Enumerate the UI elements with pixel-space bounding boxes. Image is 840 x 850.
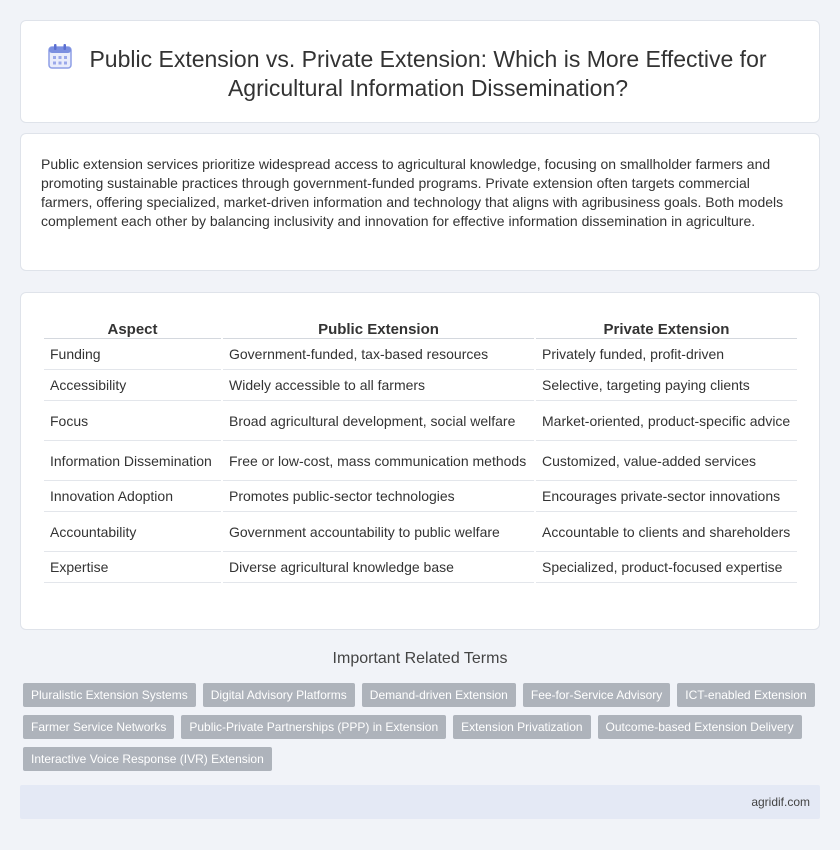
related-terms-list xyxy=(23,683,823,779)
footer-site-link[interactable]: agridif.com xyxy=(751,795,810,809)
page-title: Public Extension vs. Private Extension: Which is More Effective for Agricultural Information Dissemination? xyxy=(89,46,767,101)
table-cell: Free or low-cost, mass communication methods xyxy=(223,441,534,481)
header-public-extension: Public Extension xyxy=(223,317,534,339)
table-row xyxy=(44,512,797,552)
tag-row xyxy=(23,747,823,771)
table-header-row xyxy=(44,317,797,339)
table-row xyxy=(44,481,797,512)
table-row xyxy=(44,401,797,441)
related-term-tag[interactable]: ICT-enabled Extension xyxy=(677,683,814,707)
table-cell: Funding xyxy=(44,339,221,370)
table-row xyxy=(44,370,797,401)
table-cell: Accountability xyxy=(44,512,221,552)
related-term-tag[interactable]: Outcome-based Extension Delivery xyxy=(598,715,802,739)
header-aspect: Aspect xyxy=(44,317,221,339)
related-term-tag[interactable]: Public-Private Partnerships (PPP) in Extension xyxy=(181,715,446,739)
table-cell: Innovation Adoption xyxy=(44,481,221,512)
related-term-tag[interactable]: Digital Advisory Platforms xyxy=(203,683,355,707)
related-terms-heading: Important Related Terms xyxy=(332,650,508,667)
table-row xyxy=(44,441,797,481)
table-cell: Customized, value-added services xyxy=(536,441,797,481)
intro-paragraph: Public extension services prioritize widespread access to agricultural knowledge, focusing on smallholder farmers and promoting sustainable practices through government-funded programs. Private extension often targets commercial farmers, offering specialized, market-driven information and technology that aligns with agribusiness goals. Both models complement each other by balancing inclusivity and innovation for effective information dissemination in agriculture. xyxy=(41,156,784,229)
related-term-tag[interactable]: Demand-driven Extension xyxy=(362,683,516,707)
table-cell: Selective, targeting paying clients xyxy=(536,370,797,401)
table-cell: Government accountability to public welfare xyxy=(223,512,534,552)
comparison-table xyxy=(42,317,799,583)
table-cell: Diverse agricultural knowledge base xyxy=(223,552,534,583)
related-term-tag[interactable]: Extension Privatization xyxy=(453,715,590,739)
table-cell: Widely accessible to all farmers xyxy=(223,370,534,401)
table-cell: Specialized, product-focused expertise xyxy=(536,552,797,583)
related-term-tag[interactable]: Fee-for-Service Advisory xyxy=(523,683,670,707)
table-cell: Focus xyxy=(44,401,221,441)
table-cell: Expertise xyxy=(44,552,221,583)
table-row xyxy=(44,339,797,370)
table-row xyxy=(44,552,797,583)
related-term-tag[interactable]: Pluralistic Extension Systems xyxy=(23,683,196,707)
title-card xyxy=(20,20,820,123)
tag-row xyxy=(23,715,823,739)
intro-card xyxy=(20,133,820,271)
comparison-table-card xyxy=(20,292,820,630)
related-term-tag[interactable]: Farmer Service Networks xyxy=(23,715,174,739)
table-cell: Government-funded, tax-based resources xyxy=(223,339,534,370)
table-cell: Promotes public-sector technologies xyxy=(223,481,534,512)
tag-row xyxy=(23,683,823,707)
table-cell: Information Dissemination xyxy=(44,441,221,481)
table-cell: Broad agricultural development, social welfare xyxy=(223,401,534,441)
table-cell: Accessibility xyxy=(44,370,221,401)
table-cell: Accountable to clients and shareholders xyxy=(536,512,797,552)
table-cell: Market-oriented, product-specific advice xyxy=(536,401,797,441)
table-cell: Privately funded, profit-driven xyxy=(536,339,797,370)
header-private-extension: Private Extension xyxy=(536,317,797,339)
footer xyxy=(20,785,820,819)
table-cell: Encourages private-sector innovations xyxy=(536,481,797,512)
related-term-tag[interactable]: Interactive Voice Response (IVR) Extension xyxy=(23,747,272,771)
